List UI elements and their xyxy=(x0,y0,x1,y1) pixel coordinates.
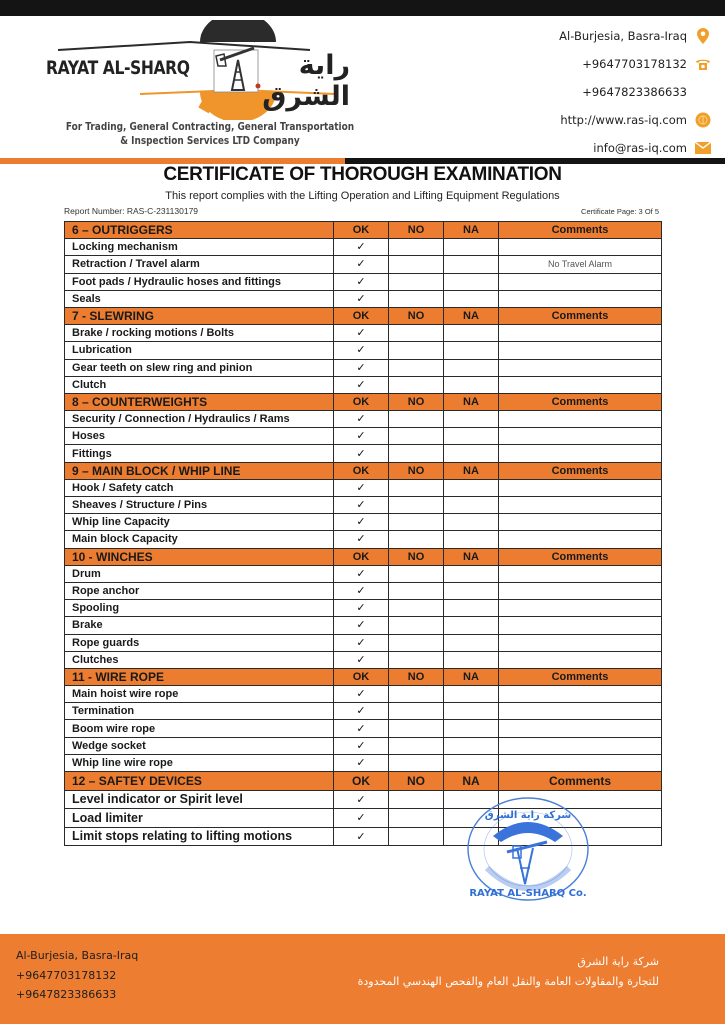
telephone-icon xyxy=(695,56,711,72)
check-mark-icon: ✓ xyxy=(356,705,366,718)
contact-phone-2 xyxy=(511,78,711,106)
status-cell-no[interactable] xyxy=(389,651,444,668)
document-subtitle: This report complies with the Lifting Operation and Lifting Equipment Regulations xyxy=(165,190,560,202)
column-header-ok: OK xyxy=(334,462,389,479)
section-title: 9 – MAIN BLOCK / WHIP LINE xyxy=(65,462,334,479)
section-header-row xyxy=(65,222,662,239)
comment-cell[interactable] xyxy=(499,754,662,771)
check-mark-icon: ✓ xyxy=(356,653,366,666)
location-pin-icon xyxy=(695,28,711,44)
comment-cell[interactable] xyxy=(499,531,662,548)
item-label: Clutches xyxy=(65,651,334,668)
footer-phone-2[interactable]: +9647823386633 xyxy=(16,988,117,1001)
status-cell-na[interactable] xyxy=(444,565,499,582)
address-text: Al-Burjesia, Basra-Iraq xyxy=(559,29,687,43)
status-cell-ok[interactable] xyxy=(334,411,389,428)
column-header-ok: OK xyxy=(334,222,389,239)
status-cell-ok[interactable] xyxy=(334,290,389,307)
item-label: Spooling xyxy=(65,600,334,617)
status-cell-no[interactable] xyxy=(389,634,444,651)
status-cell-na[interactable] xyxy=(444,479,499,496)
check-mark-icon: ✓ xyxy=(356,499,366,512)
column-header-no: NO xyxy=(389,222,444,239)
status-cell-no[interactable] xyxy=(389,411,444,428)
status-cell-no[interactable] xyxy=(389,514,444,531)
item-label: Gear teeth on slew ring and pinion xyxy=(65,359,334,376)
status-cell-na[interactable] xyxy=(444,445,499,462)
check-mark-icon: ✓ xyxy=(356,430,366,443)
table-row xyxy=(65,531,662,548)
item-label: Level indicator or Spirit level xyxy=(65,790,334,809)
stamp-text: RAYAT AL-SHARQ Co. xyxy=(469,888,587,899)
tagline-line-2: & Inspection Services LTD Company xyxy=(120,134,300,147)
status-cell-na[interactable] xyxy=(444,703,499,720)
comment-cell[interactable] xyxy=(499,359,662,376)
item-label: Main block Capacity xyxy=(65,531,334,548)
status-cell-na[interactable] xyxy=(444,514,499,531)
status-cell-na[interactable] xyxy=(444,634,499,651)
status-cell-na[interactable] xyxy=(444,290,499,307)
footer-contact xyxy=(16,946,138,1005)
footer-arabic-company-name xyxy=(358,952,659,992)
status-cell-na[interactable] xyxy=(444,617,499,634)
table-row xyxy=(65,273,662,290)
check-mark-icon: ✓ xyxy=(356,533,366,546)
check-mark-icon: ✓ xyxy=(356,327,366,340)
status-cell-ok[interactable] xyxy=(334,531,389,548)
check-mark-icon: ✓ xyxy=(356,361,366,374)
status-cell-no[interactable] xyxy=(389,325,444,342)
section-title: 7 - SLEWRING xyxy=(65,307,334,324)
table-row xyxy=(65,565,662,582)
status-cell-no[interactable] xyxy=(389,600,444,617)
status-cell-ok[interactable] xyxy=(334,754,389,771)
comment-cell[interactable] xyxy=(499,737,662,754)
item-label: Brake xyxy=(65,617,334,634)
item-label: Drum xyxy=(65,565,334,582)
status-cell-na[interactable] xyxy=(444,325,499,342)
company-stamp-icon xyxy=(465,796,591,902)
status-cell-ok[interactable] xyxy=(334,514,389,531)
status-cell-na[interactable] xyxy=(444,256,499,273)
status-cell-na[interactable] xyxy=(444,686,499,703)
comment-cell[interactable] xyxy=(499,411,662,428)
table-row xyxy=(65,582,662,599)
contact-phone-1 xyxy=(511,50,711,78)
comment-cell[interactable] xyxy=(499,325,662,342)
comment-cell[interactable] xyxy=(499,617,662,634)
item-label: Whip line Capacity xyxy=(65,514,334,531)
status-cell-ok[interactable] xyxy=(334,239,389,256)
check-mark-icon: ✓ xyxy=(356,241,366,254)
check-mark-icon: ✓ xyxy=(356,516,366,529)
column-header-ok: OK xyxy=(334,548,389,565)
item-label: Hook / Safety catch xyxy=(65,479,334,496)
comment-cell[interactable] xyxy=(499,445,662,462)
comment-cell[interactable] xyxy=(499,342,662,359)
status-cell-no[interactable] xyxy=(389,737,444,754)
comment-cell[interactable] xyxy=(499,479,662,496)
status-cell-no[interactable] xyxy=(389,497,444,514)
certificate-page: Certificate Page: 3 Of 5 xyxy=(581,207,659,216)
section-header-row xyxy=(65,772,662,791)
comment-cell[interactable] xyxy=(499,720,662,737)
check-mark-icon: ✓ xyxy=(356,619,366,632)
status-cell-ok[interactable] xyxy=(334,479,389,496)
comment-cell[interactable] xyxy=(499,582,662,599)
status-cell-ok[interactable] xyxy=(334,686,389,703)
check-mark-icon: ✓ xyxy=(356,602,366,615)
column-header-comments: Comments xyxy=(499,222,662,239)
check-mark-icon: ✓ xyxy=(356,413,366,426)
column-header-na: NA xyxy=(444,222,499,239)
website-link[interactable]: http://www.ras-iq.com xyxy=(560,113,687,127)
section-header-row xyxy=(65,393,662,410)
status-cell-ok[interactable] xyxy=(334,497,389,514)
status-cell-ok[interactable] xyxy=(334,651,389,668)
item-label: Termination xyxy=(65,703,334,720)
item-label: Load limiter xyxy=(65,809,334,828)
status-cell-ok[interactable] xyxy=(334,720,389,737)
column-header-no: NO xyxy=(389,462,444,479)
status-cell-no[interactable] xyxy=(389,290,444,307)
comment-cell[interactable] xyxy=(499,376,662,393)
table-row xyxy=(65,376,662,393)
status-cell-na[interactable] xyxy=(444,359,499,376)
section-title: 8 – COUNTERWEIGHTS xyxy=(65,393,334,410)
status-cell-ok[interactable] xyxy=(334,737,389,754)
table-row xyxy=(65,239,662,256)
column-header-comments: Comments xyxy=(499,393,662,410)
section-title: 6 – OUTRIGGERS xyxy=(65,222,334,239)
status-cell-no[interactable] xyxy=(389,617,444,634)
column-header-na: NA xyxy=(444,772,499,791)
column-header-na: NA xyxy=(444,668,499,685)
status-cell-no[interactable] xyxy=(389,809,444,828)
table-row xyxy=(65,720,662,737)
status-cell-no[interactable] xyxy=(389,479,444,496)
check-mark-icon: ✓ xyxy=(356,793,366,806)
comment-cell[interactable] xyxy=(499,428,662,445)
header-contact-info xyxy=(511,22,711,162)
item-label: Whip line wire rope xyxy=(65,754,334,771)
column-header-ok: OK xyxy=(334,393,389,410)
item-label: Hoses xyxy=(65,428,334,445)
envelope-icon xyxy=(695,140,711,156)
status-cell-no[interactable] xyxy=(389,686,444,703)
item-label: Main hoist wire rope xyxy=(65,686,334,703)
column-header-na: NA xyxy=(444,548,499,565)
comment-cell[interactable] xyxy=(499,514,662,531)
status-cell-na[interactable] xyxy=(444,376,499,393)
item-label: Limit stops relating to lifting motions xyxy=(65,827,334,846)
comment-cell[interactable]: No Travel Alarm xyxy=(499,256,662,273)
table-row xyxy=(65,428,662,445)
status-cell-no[interactable] xyxy=(389,827,444,846)
table-row xyxy=(65,634,662,651)
status-cell-ok[interactable] xyxy=(334,428,389,445)
column-header-na: NA xyxy=(444,462,499,479)
column-header-no: NO xyxy=(389,307,444,324)
status-cell-no[interactable] xyxy=(389,428,444,445)
check-mark-icon: ✓ xyxy=(356,756,366,769)
status-cell-ok[interactable] xyxy=(334,634,389,651)
email-link[interactable]: info@ras-iq.com xyxy=(593,141,687,155)
section-header-row xyxy=(65,307,662,324)
column-header-na: NA xyxy=(444,307,499,324)
column-header-no: NO xyxy=(389,668,444,685)
status-cell-no[interactable] xyxy=(389,445,444,462)
status-cell-ok[interactable] xyxy=(334,565,389,582)
company-tagline xyxy=(66,121,355,148)
column-header-no: NO xyxy=(389,772,444,791)
section-header-row xyxy=(65,668,662,685)
table-row xyxy=(65,617,662,634)
check-mark-icon: ✓ xyxy=(356,739,366,752)
table-row xyxy=(65,686,662,703)
status-cell-ok[interactable] xyxy=(334,582,389,599)
comment-cell[interactable] xyxy=(499,239,662,256)
status-cell-no[interactable] xyxy=(389,359,444,376)
comment-cell[interactable] xyxy=(499,497,662,514)
document-title: CERTIFICATE OF THOROUGH EXAMINATION xyxy=(163,164,562,185)
check-mark-icon: ✓ xyxy=(356,258,366,271)
status-cell-no[interactable] xyxy=(389,565,444,582)
column-header-comments: Comments xyxy=(499,548,662,565)
check-mark-icon: ✓ xyxy=(356,567,366,580)
status-cell-ok[interactable] xyxy=(334,273,389,290)
column-header-ok: OK xyxy=(334,772,389,791)
status-cell-na[interactable] xyxy=(444,239,499,256)
status-cell-na[interactable] xyxy=(444,720,499,737)
company-logo xyxy=(40,20,355,150)
table-row xyxy=(65,497,662,514)
status-cell-no[interactable] xyxy=(389,582,444,599)
item-label: Locking mechanism xyxy=(65,239,334,256)
status-cell-ok[interactable] xyxy=(334,827,389,846)
table-row xyxy=(65,256,662,273)
item-label: Retraction / Travel alarm xyxy=(65,256,334,273)
column-header-comments: Comments xyxy=(499,307,662,324)
column-header-no: NO xyxy=(389,548,444,565)
phone-2-text[interactable]: +9647823386633 xyxy=(582,85,687,99)
check-mark-icon: ✓ xyxy=(356,447,366,460)
page-footer xyxy=(0,934,725,1024)
status-cell-na[interactable] xyxy=(444,497,499,514)
item-label: Wedge socket xyxy=(65,737,334,754)
section-title: 10 - WINCHES xyxy=(65,548,334,565)
section-title: 12 – SAFTEY DEVICES xyxy=(65,772,334,791)
check-mark-icon: ✓ xyxy=(356,378,366,391)
globe-icon xyxy=(695,112,711,128)
footer-address: Al-Burjesia, Basra-Iraq xyxy=(16,949,139,962)
item-label: Lubrication xyxy=(65,342,334,359)
comment-cell[interactable] xyxy=(499,273,662,290)
table-row xyxy=(65,445,662,462)
stamp-text-arabic: شركة راية الشرق xyxy=(484,810,572,821)
status-cell-ok[interactable] xyxy=(334,359,389,376)
status-cell-ok[interactable] xyxy=(334,617,389,634)
contact-address xyxy=(511,22,711,50)
check-mark-icon: ✓ xyxy=(356,481,366,494)
comment-cell[interactable] xyxy=(499,703,662,720)
column-header-comments: Comments xyxy=(499,772,662,791)
table-row xyxy=(65,342,662,359)
column-header-comments: Comments xyxy=(499,668,662,685)
comment-cell[interactable] xyxy=(499,290,662,307)
status-cell-na[interactable] xyxy=(444,737,499,754)
table-row xyxy=(65,290,662,307)
status-cell-no[interactable] xyxy=(389,720,444,737)
comment-cell[interactable] xyxy=(499,651,662,668)
check-mark-icon: ✓ xyxy=(356,636,366,649)
item-label: Security / Connection / Hydraulics / Rams xyxy=(65,411,334,428)
footer-phone-1[interactable]: +9647703178132 xyxy=(16,968,117,982)
check-mark-icon: ✓ xyxy=(356,688,366,701)
status-cell-na[interactable] xyxy=(444,342,499,359)
status-cell-na[interactable] xyxy=(444,754,499,771)
section-header-row xyxy=(65,462,662,479)
table-row xyxy=(65,514,662,531)
item-label: Foot pads / Hydraulic hoses and fittings xyxy=(65,273,334,290)
status-cell-na[interactable] xyxy=(444,651,499,668)
status-cell-no[interactable] xyxy=(389,754,444,771)
item-label: Brake / rocking motions / Bolts xyxy=(65,325,334,342)
table-row xyxy=(65,600,662,617)
comment-cell[interactable] xyxy=(499,600,662,617)
column-header-ok: OK xyxy=(334,668,389,685)
section-title: 11 - WIRE ROPE xyxy=(65,668,334,685)
column-header-ok: OK xyxy=(334,307,389,324)
status-cell-no[interactable] xyxy=(389,703,444,720)
report-number: Report Number: RAS-C-231130179 xyxy=(64,206,199,216)
comment-cell[interactable] xyxy=(499,634,662,651)
check-mark-icon: ✓ xyxy=(356,344,366,357)
check-mark-icon: ✓ xyxy=(356,585,366,598)
examination-table xyxy=(64,221,662,846)
footer-arabic-line-2: للتجارة والمقاولات العامة والنقل العام والفحص الهندسي المحدودة xyxy=(357,975,659,988)
table-row xyxy=(65,651,662,668)
status-cell-ok[interactable] xyxy=(334,790,389,809)
status-cell-no[interactable] xyxy=(389,239,444,256)
logo-text-arabic: راية الشرق xyxy=(262,50,350,112)
status-cell-no[interactable] xyxy=(389,273,444,290)
status-cell-na[interactable] xyxy=(444,411,499,428)
status-cell-no[interactable] xyxy=(389,342,444,359)
item-label: Rope anchor xyxy=(65,582,334,599)
table-row xyxy=(65,325,662,342)
status-cell-no[interactable] xyxy=(389,790,444,809)
status-cell-no[interactable] xyxy=(389,256,444,273)
check-mark-icon: ✓ xyxy=(356,292,366,305)
status-cell-ok[interactable] xyxy=(334,256,389,273)
column-header-comments: Comments xyxy=(499,462,662,479)
comment-cell[interactable] xyxy=(499,686,662,703)
item-label: Clutch xyxy=(65,376,334,393)
status-cell-na[interactable] xyxy=(444,582,499,599)
table-row xyxy=(65,737,662,754)
table-row xyxy=(65,359,662,376)
status-cell-ok[interactable] xyxy=(334,325,389,342)
status-cell-ok[interactable] xyxy=(334,376,389,393)
check-mark-icon: ✓ xyxy=(356,722,366,735)
phone-1-text[interactable]: +9647703178132 xyxy=(582,57,687,71)
status-cell-na[interactable] xyxy=(444,600,499,617)
status-cell-na[interactable] xyxy=(444,428,499,445)
status-cell-ok[interactable] xyxy=(334,445,389,462)
check-mark-icon: ✓ xyxy=(356,812,366,825)
status-cell-no[interactable] xyxy=(389,531,444,548)
contact-website xyxy=(511,106,711,134)
status-cell-ok[interactable] xyxy=(334,342,389,359)
item-label: Boom wire rope xyxy=(65,720,334,737)
section-header-row xyxy=(65,548,662,565)
table-row xyxy=(65,479,662,496)
comment-cell[interactable] xyxy=(499,565,662,582)
column-header-na: NA xyxy=(444,393,499,410)
item-label: Seals xyxy=(65,290,334,307)
logo-text-english: RAYAT AL-SHARQ xyxy=(46,57,190,79)
status-cell-na[interactable] xyxy=(444,273,499,290)
status-cell-ok[interactable] xyxy=(334,809,389,828)
check-mark-icon: ✓ xyxy=(356,275,366,288)
column-header-no: NO xyxy=(389,393,444,410)
item-label: Fittings xyxy=(65,445,334,462)
status-cell-ok[interactable] xyxy=(334,600,389,617)
table-row xyxy=(65,754,662,771)
tagline-line-1: For Trading, General Contracting, General Transportation xyxy=(65,121,355,133)
table-row xyxy=(65,411,662,428)
item-label: Rope guards xyxy=(65,634,334,651)
item-label: Sheaves / Structure / Pins xyxy=(65,497,334,514)
check-mark-icon: ✓ xyxy=(356,830,366,843)
table-row xyxy=(65,703,662,720)
status-cell-na[interactable] xyxy=(444,531,499,548)
footer-arabic-line-1: شركة راية الشرق xyxy=(577,955,659,968)
top-bar xyxy=(0,0,725,16)
status-cell-ok[interactable] xyxy=(334,703,389,720)
status-cell-no[interactable] xyxy=(389,376,444,393)
